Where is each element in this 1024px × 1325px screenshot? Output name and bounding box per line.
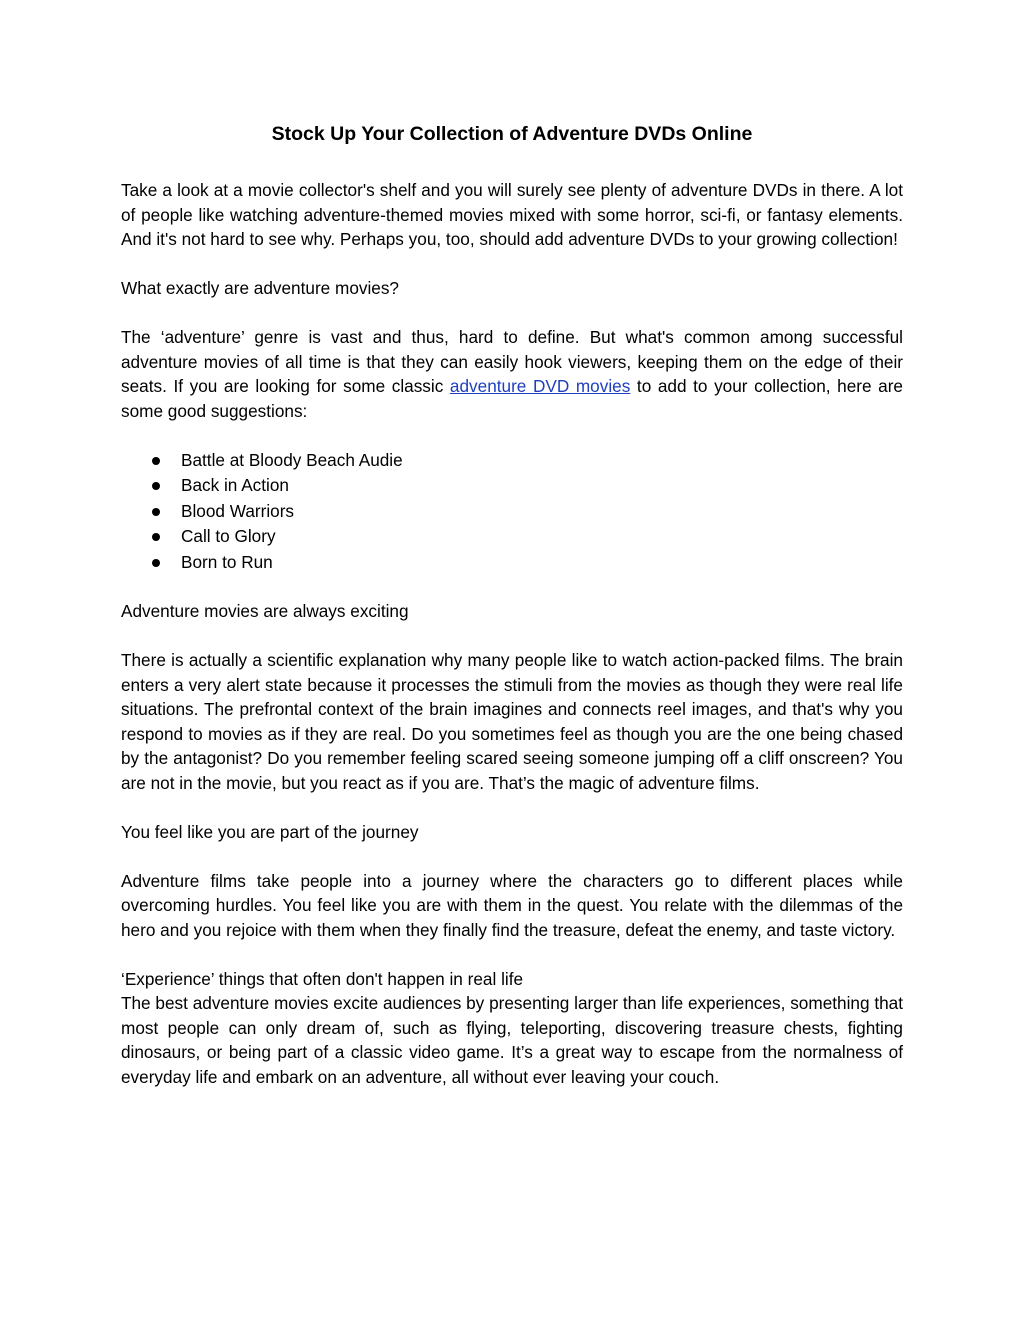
bullet-icon: [152, 457, 160, 465]
bullet-icon: [152, 559, 160, 567]
intro-paragraph: Take a look at a movie collector's shelf and you will surely see plenty of adventure DVDs in there. A lot of people like watching adventure-themed movies mixed with some horror, sci-fi, or fantasy elements. And it's not hard to see why. Perhaps you, too, should add adventure DVDs to your growing collection!: [121, 180, 903, 249]
bullet-icon: [152, 482, 160, 490]
list-item-text: Blood Warriors: [181, 500, 295, 521]
section-heading-part-of-journey: You feel like you are part of the journey: [121, 821, 419, 842]
section-heading-what-are-adventure-movies: What exactly are adventure movies?: [121, 278, 399, 298]
genre-paragraph-text-after-link: to add to your collection, here are some good suggestions:: [121, 376, 903, 421]
list-item-text: Born to Run: [181, 551, 273, 572]
list-item-text: Call to Glory: [181, 526, 276, 546]
suggestions-list: [121, 448, 903, 576]
list-item: [121, 499, 903, 525]
list-item: [121, 448, 903, 474]
adventure-dvd-movies-link[interactable]: adventure DVD movies: [449, 376, 631, 396]
list-item: [121, 473, 903, 499]
genre-paragraph: [121, 325, 903, 423]
list-item-text: Battle at Bloody Beach Audie: [181, 449, 403, 470]
list-item: [121, 550, 903, 576]
journey-paragraph: Adventure films take people into a journey where the characters go to different places while overcoming hurdles. You feel like you are with them in the quest. You relate with the dilemmas of the hero and you rejoice with them when they finally find the treasure, defeat the enemy, and taste victory.: [121, 870, 903, 940]
genre-paragraph-text-before-link: The ‘adventure’ genre is vast and thus, hard to define. But what's common among successful adventure movies of all time is that they can easily hook viewers, keeping them on the edge of their seats. If you are looking for some classic: [121, 327, 903, 396]
section-heading-always-exciting: Adventure movies are always exciting: [121, 601, 409, 621]
bullet-icon: [152, 508, 160, 516]
list-item-text: Back in Action: [181, 475, 289, 495]
experience-paragraph: The best adventure movies excite audiences by presenting larger than life experiences, something that most people can only dream of, such as flying, teleporting, discovering treasure chests, fighting dinosaurs, or being part of a classic video game. It’s a great way to escape from the normalness of everyday life and embark on an adventure, all without ever leaving your couch.: [121, 993, 903, 1087]
list-item: [121, 524, 903, 550]
section-heading-experience-things: ‘Experience’ things that often don't happen in real life: [121, 968, 524, 989]
scientific-explanation-paragraph: There is actually a scientific explanation why many people like to watch action-packed films. The brain enters a very alert state because it processes the stimuli from the movies as though they were real life situations. The prefrontal context of the brain imagines and connects reel images, and that's why you respond to movies as if they are real. Do you sometimes feel as though you are the one being chased by the antagonist? Do you remember feeling scared seeing someone jumping off a cliff onscreen? You are not in the movie, but you react as if you are. That’s the magic of adventure films.: [121, 650, 903, 793]
bullet-icon: [152, 533, 160, 541]
document-title: Stock Up Your Collection of Adventure DVDs Online: [271, 123, 753, 145]
document-page: [121, 118, 903, 1114]
